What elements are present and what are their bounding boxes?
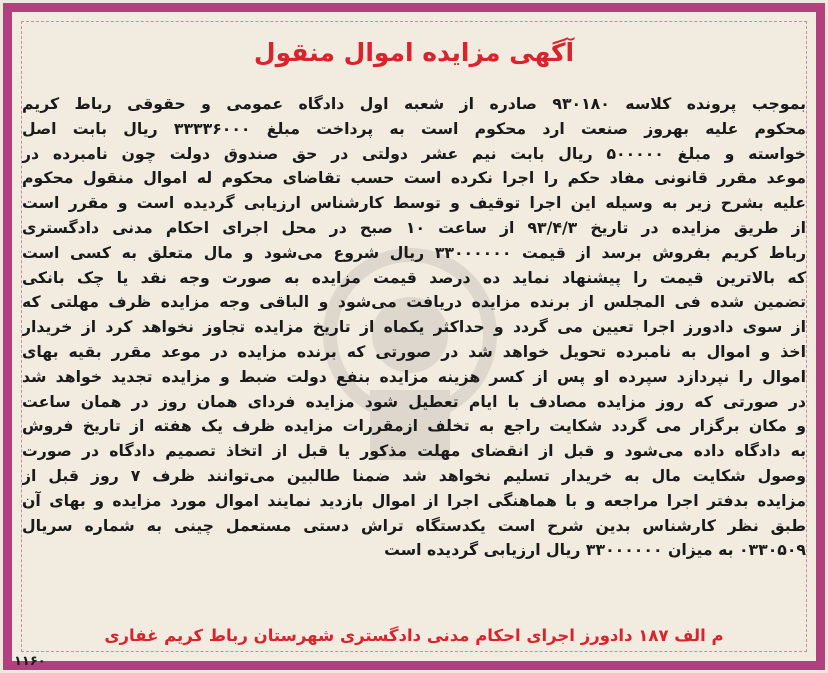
- notice-body: [22, 92, 806, 563]
- body-line: وصول شکایت مال به خریدار تسلیم نخواهد شد ضمنا طالبین می‌توانند ظرف ۷ روز قبل از: [22, 465, 806, 485]
- body-line: اخذ و اموال به نامبرده تحویل خواهد شد در صورتی که برنده مزایده در موعد مقرر بقیه بهای: [22, 341, 806, 361]
- notice-footer-signature: م الف ۱۸۷ دادورز اجرای احکام مدنی دادگستری شهرستان رباط کریم غفاری: [104, 626, 724, 645]
- body-line: بموجب پرونده کلاسه ۹۳۰۱۸۰ صادره از شعبه اول دادگاه عمومی و حقوقی رباط کریم: [22, 94, 806, 113]
- notice-title: آگهی مزایده اموال منقول: [253, 38, 575, 67]
- body-line: محکوم علیه بهروز صنعت ارد محکوم است به پرداخت مبلغ ۳۳۳۳۶۰۰۰ ریال بابت اصل: [22, 118, 806, 138]
- body-line: طبق نظر کارشناس بدین شرح است یکدستگاه تراش دستی مستعمل چینی به شماره سریال: [22, 515, 806, 535]
- body-line: از طریق مزایده در تاریخ ۹۳/۴/۳ از ساعت ۱۰ صبح در محل اجرای احکام مدنی دادگستری: [22, 217, 806, 237]
- body-line: موعد مقرر قانونی مفاد حکم را اجرا نکرده است حسب تقاضای محکوم له اموال منقول محکوم: [22, 168, 806, 188]
- body-line: علیه بشرح زیر به وسیله این اجرا توقیف و توسط کارشناس ارزیابی گردیده است و مقرر است: [22, 193, 806, 213]
- body-line: رباط کریم بفروش برسد از قیمت ۳۳۰۰۰۰۰۰ ریال شروع می‌شود و مال متعلق به کسی است: [22, 242, 806, 262]
- body-line: ۰۳۳۰۵۰۹ به میزان ۳۳۰۰۰۰۰۰ ریال ارزیابی گردیده است: [384, 540, 806, 560]
- body-line: از سوی دادورز اجرا تعیین می گردد و حداکثر یکماه از تاریخ مزایده تجاوز نخواهد کرد از خریدار: [22, 317, 806, 337]
- body-line: مزایده بدفتر اجرا مراجعه و با هماهنگی اجرا از اموال بازدید نمایند اموال مورد مزایده و بهای آن: [22, 490, 806, 510]
- notice-code: ۱۱۶۰: [14, 654, 46, 669]
- body-line: خواسته و مبلغ ۵۰۰۰۰۰ ریال بابت نیم عشر دولتی در حق صندوق دولت چون نامبرده در: [22, 143, 806, 163]
- body-line: اموال را نپردازد سپرده او پس از کسر هزینه مزایده بنفع دولت ضبط و مزایده تجدید خواهد شد: [22, 366, 806, 386]
- body-line: تضمین شده فی المجلس از برنده مزایده دریافت می‌شود و الباقی وجه مزایده ظرف مهلتی که: [22, 292, 806, 312]
- body-line: به دادگاه داده می‌شود و قبل از انقضای مهلت مذکور یا قبل از اتخاذ تصمیم دادگاه در صورت: [22, 441, 806, 461]
- body-line: در صورتی که روز مزایده مصادف با ایام تعطیل شود مزایده فردای همان روز در همان ساعت: [22, 391, 806, 411]
- body-line: که بالاترین قیمت را پیشنهاد نماید ده درصد قیمت مزایده به صورت وجه نقد یا چک بانکی: [22, 267, 806, 287]
- body-line: و مکان برگزار می گردد شکایت راجع به تخلف ازمقررات مزایده ظرف یک هفته از تاریخ فروش: [22, 416, 806, 436]
